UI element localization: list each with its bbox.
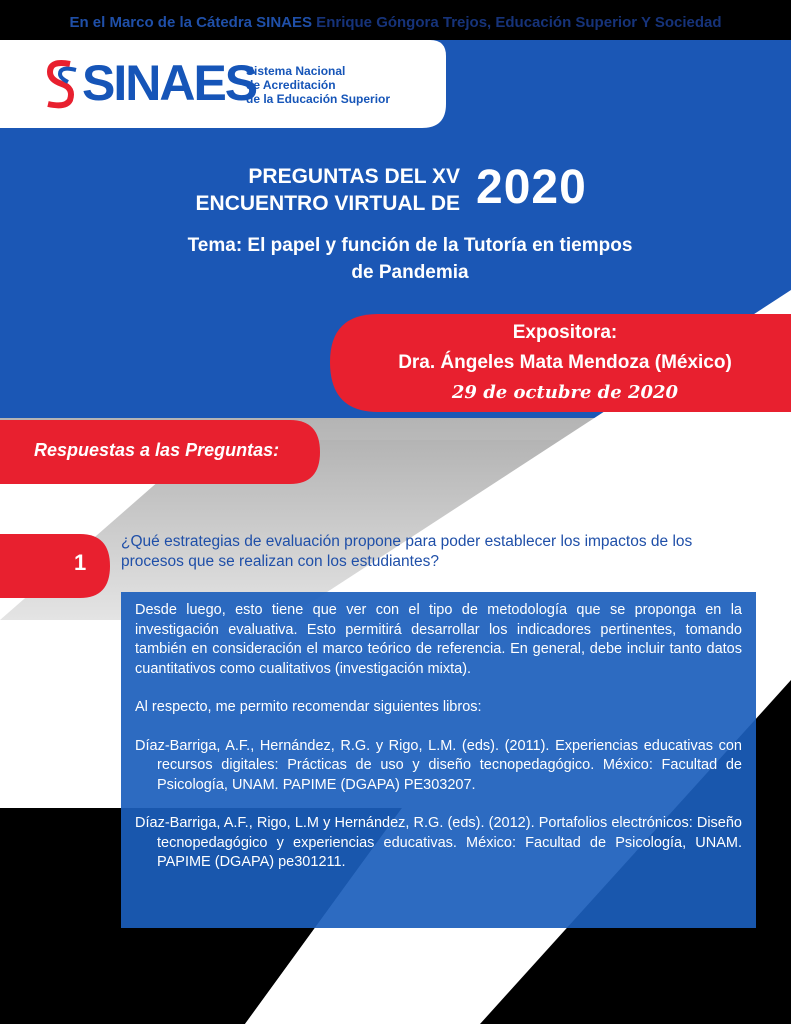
answer-paragraph: Desde luego, esto tiene que ver con el tipo de metodología que se proponga en la investigación evaluativa. Esto permitirá desarrollar los indicadores pertinentes, tomando también en consideración el marco teórico de referencia. En general, debe incluir tanto datos cuantitativos como cualitativos (investigación mixta). [135,602,742,677]
logo-tagline-line: de Acreditación [246,78,336,92]
answer-box [121,592,756,928]
title-line-2: ENCUENTRO VIRTUAL DE [195,192,460,215]
sinaes-logo-icon [40,58,82,110]
speaker-name: Dra. Ángeles Mata Mendoza (México) [398,352,732,373]
reference-item: Díaz-Barriga, A.F., Hernández, R.G. y Rigo, L.M. (eds). (2011). Experiencias educativas con recursos digitales: Prácticas de uso y diseño tecnopedagógico. México: Facultad de Psicología, UNAM. PAPIME (DGAPA) PE303207. [135,737,742,793]
page-title [160,163,460,217]
title-line-1: PREGUNTAS DEL XV [248,165,460,188]
header-banner [0,14,791,31]
header-lead: En el Marco de la Cátedra SINAES [69,14,313,31]
reference-item: Díaz-Barriga, A.F., Rigo, L.M y Hernández, R.G. (eds). (2012). Portafolios electrónicos: Diseño tecnopedagógico y experiencias educativas. México: Facultad de Psicología, UNAM. PAPIME (DGAPA) pe301211. [135,815,742,870]
logo-tagline-line: Sistema Nacional [246,64,346,78]
logo-tagline [246,64,390,106]
speaker-block [330,318,791,408]
speaker-label: Expositora: [512,322,618,343]
question-number: 1 [74,550,87,575]
speaker-date: 29 de octubre de 2020 [451,382,679,403]
topic-line-2: de Pandemia [351,262,469,283]
title-year: 2020 [476,161,587,214]
section-label: Respuestas a las Preguntas: [34,440,280,460]
header-rest: Enrique Góngora Trejos, Educación Superior Y Sociedad [312,14,722,31]
topic-line-1: Tema: El papel y función de la Tutoría en tiempos [187,235,633,256]
topic [140,232,680,286]
question-text: ¿Qué estrategias de evaluación propone para poder establecer los impactos de los procesos que se realizan con los estudiantes? [121,533,693,570]
answer-paragraph: Al respecto, me permito recomendar siguientes libros: [135,699,482,715]
logo-tagline-line: de la Educación Superior [246,92,391,106]
logo-wordmark: SINAES [82,55,257,111]
